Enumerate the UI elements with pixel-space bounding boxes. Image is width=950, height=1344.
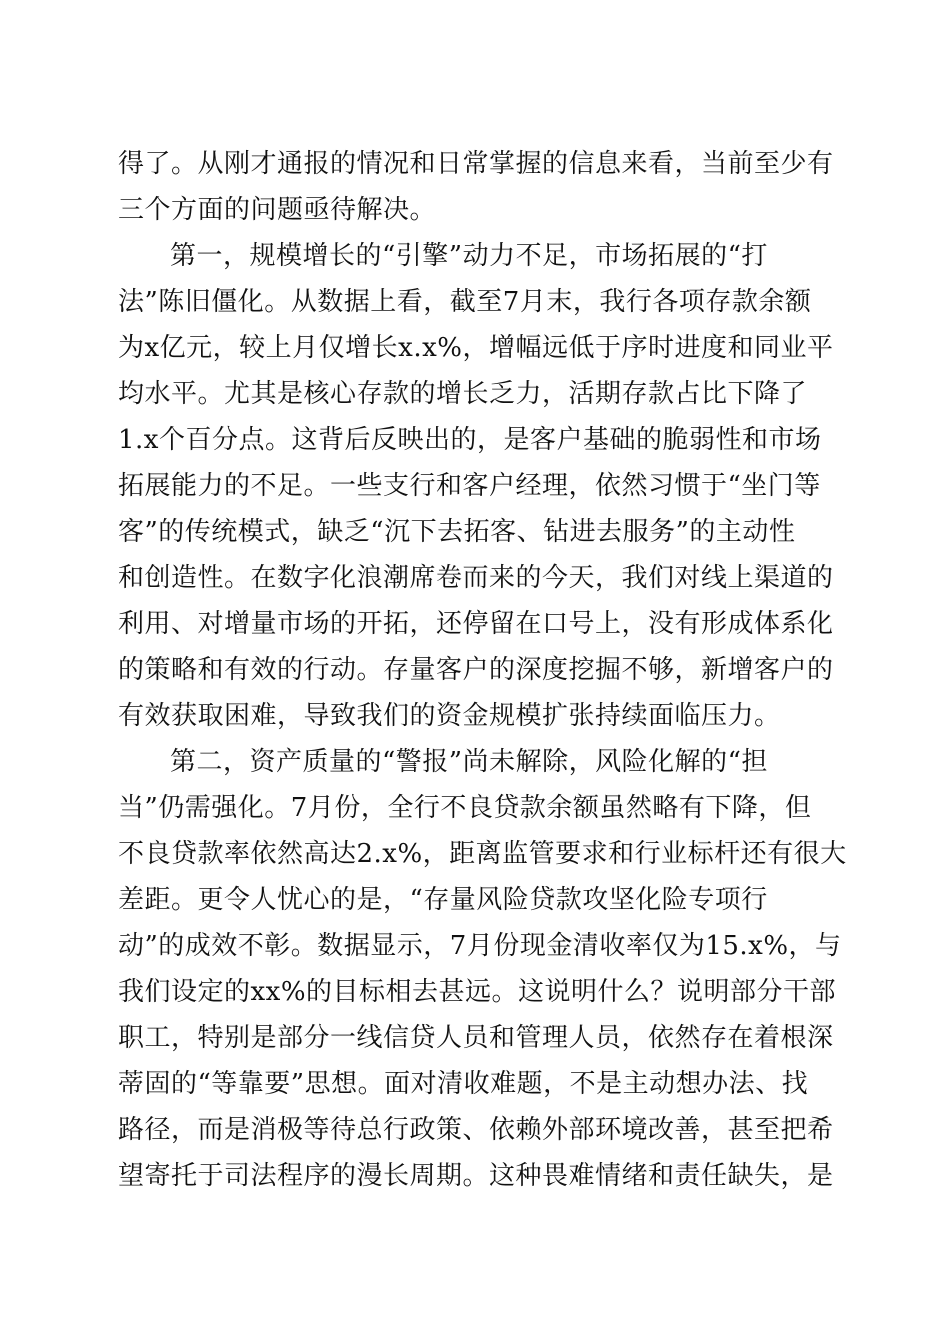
text-line: 三个方面的问题亟待解决。 (118, 195, 437, 225)
text-line: 得了。从刚才通报的情况和日常掌握的信息来看，当前至少有 (118, 149, 834, 179)
paragraph-1-start: 第一，规模增长的“引擎”动力不足，市场拓展的“打 (170, 241, 768, 271)
text-line: 路径，而是消极等待总行政策、依赖外部环境改善，甚至把希 (118, 1115, 834, 1145)
text-line: 为x亿元，较上月仅增长x.x%，增幅远低于序时进度和同业平 (118, 333, 834, 363)
text-line: 和创造性。在数字化浪潮席卷而来的今天，我们对线上渠道的 (118, 563, 834, 593)
text-line: 动”的成效不彰。数据显示，7月份现金清收率仅为15.x%，与 (118, 931, 842, 961)
text-line: 望寄托于司法程序的漫长周期。这种畏难情绪和责任缺失，是 (118, 1161, 834, 1191)
text-line: 我们设定的xx%的目标相去甚远。这说明什么？说明部分干部 (118, 977, 837, 1007)
text-line: 不良贷款率依然高达2.x%，距离监管要求和行业标杆还有很大 (118, 839, 847, 869)
text-line: 的策略和有效的行动。存量客户的深度挖掘不够，新增客户的 (118, 655, 834, 685)
text-line: 1.x个百分点。这背后反映出的，是客户基础的脆弱性和市场 (118, 425, 822, 455)
text-line: 均水平。尤其是核心存款的增长乏力，活期存款占比下降了 (118, 379, 808, 409)
text-line: 法”陈旧僵化。从数据上看，截至7月末，我行各项存款余额 (118, 287, 812, 317)
text-line: 蒂固的“等靠要”思想。面对清收难题，不是主动想办法、找 (118, 1069, 809, 1099)
text-line: 差距。更令人忧心的是，“存量风险贷款攻坚化险专项行 (118, 885, 768, 915)
text-line: 有效获取困难，导致我们的资金规模扩张持续面临压力。 (118, 701, 781, 731)
text-line: 客”的传统模式，缺乏“沉下去拓客、钻进去服务”的主动性 (118, 517, 796, 547)
text-line: 职工，特别是部分一线信贷人员和管理人员，依然存在着根深 (118, 1023, 834, 1053)
text-line: 当”仍需强化。7月份，全行不良贷款余额虽然略有下降，但 (118, 793, 812, 823)
paragraph-2-start: 第二，资产质量的“警报”尚未解除，风险化解的“担 (170, 747, 768, 777)
text-line: 利用、对增量市场的开拓，还停留在口号上，没有形成体系化 (118, 609, 834, 639)
text-line: 拓展能力的不足。一些支行和客户经理，依然习惯于“坐门等 (118, 471, 821, 501)
